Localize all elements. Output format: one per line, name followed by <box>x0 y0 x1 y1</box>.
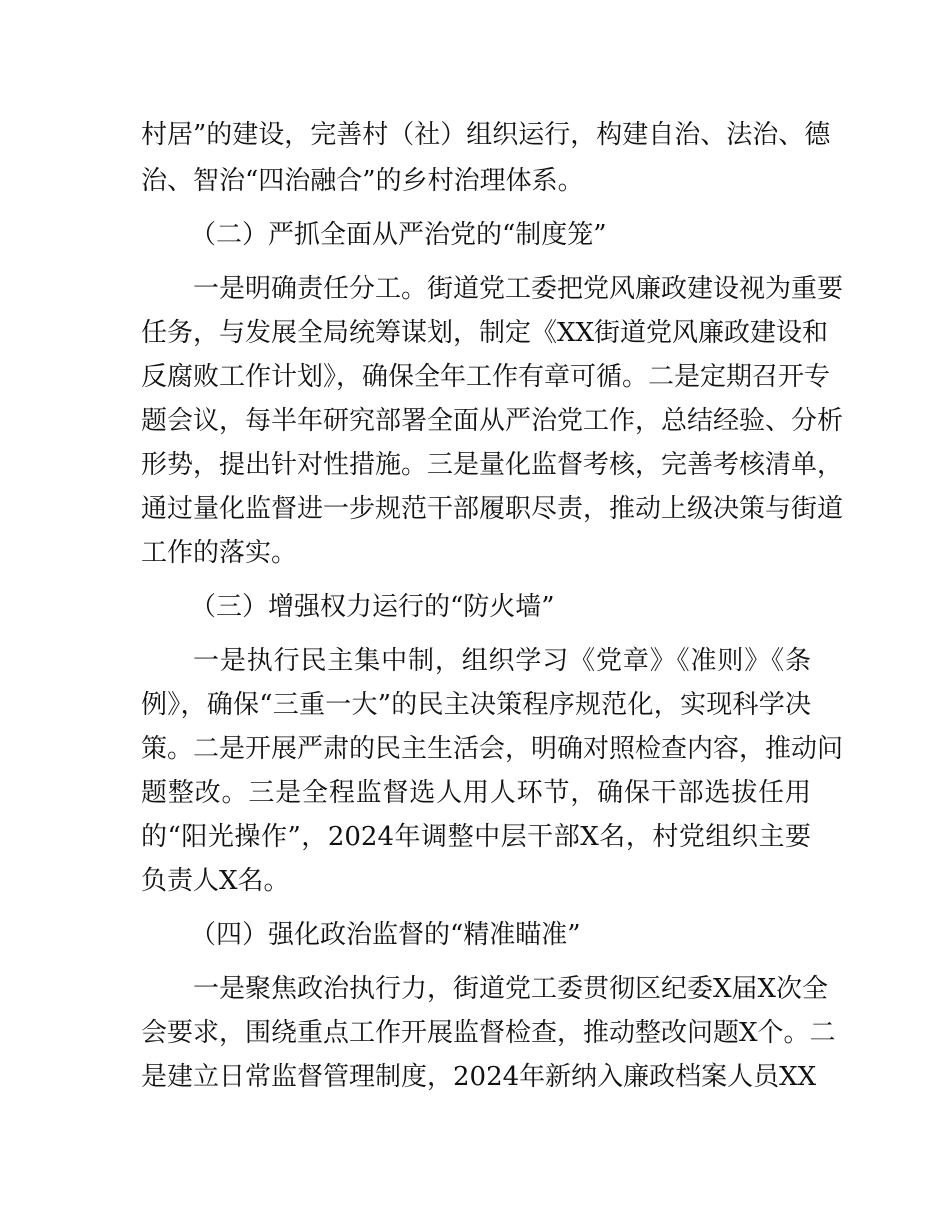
paragraph-line: 任务，与发展全局统筹谋划，制定《XX街道党风廉政建设和 <box>141 318 829 348</box>
paragraph-line: 一是明确责任分工。街道党工委把党风廉政建设视为重要 <box>193 274 844 304</box>
paragraph-line: 策。二是开展严肃的民主生活会，明确对照检查内容，推动问 <box>141 734 844 764</box>
paragraph-line: 题会议，每半年研究部署全面从严治党工作，总结经验、分析 <box>141 406 844 436</box>
section-heading: （三）增强权力运行的“防火墙” <box>190 592 555 622</box>
section-heading: （二）严抓全面从严治党的“制度笼” <box>190 220 607 250</box>
paragraph-line: 的“阳光操作”，2024年调整中层干部X名，村党组织主要 <box>141 822 811 852</box>
paragraph-line: 会要求，围绕重点工作开展监督检查，推动整改问题X个。二 <box>141 1018 836 1048</box>
paragraph-line: 通过量化监督进一步规范干部履职尽责，推动上级决策与街道 <box>141 494 844 524</box>
paragraph-line: 一是聚焦政治执行力，街道党工委贯彻区纪委X届X次全 <box>193 974 829 1004</box>
paragraph-line: 治、智治“四治融合”的乡村治理体系。 <box>141 166 584 196</box>
paragraph-line: 是建立日常监督管理制度，2024年新纳入廉政档案人员XX <box>141 1062 817 1092</box>
paragraph-line: 负责人X名。 <box>141 866 290 896</box>
paragraph-line: 例》，确保“三重一大”的民主决策程序规范化，实现科学决 <box>141 690 811 720</box>
paragraph-line: 题整改。三是全程监督选人用人环节，确保干部选拔任用 <box>141 778 811 808</box>
paragraph-line: 一是执行民主集中制，组织学习《党章》《准则》《条 <box>193 646 811 676</box>
paragraph-line: 反腐败工作计划》，确保全年工作有章可循。二是定期召开专 <box>141 362 831 392</box>
paragraph-line: 形势，提出针对性措施。三是量化监督考核，完善考核清单， <box>141 450 844 480</box>
paragraph-line: 村居”的建设，完善村（社）组织运行，构建自治、法治、德 <box>141 120 831 150</box>
paragraph-line: 工作的落实。 <box>141 538 298 568</box>
section-heading: （四）强化政治监督的“精准瞄准” <box>190 920 581 950</box>
